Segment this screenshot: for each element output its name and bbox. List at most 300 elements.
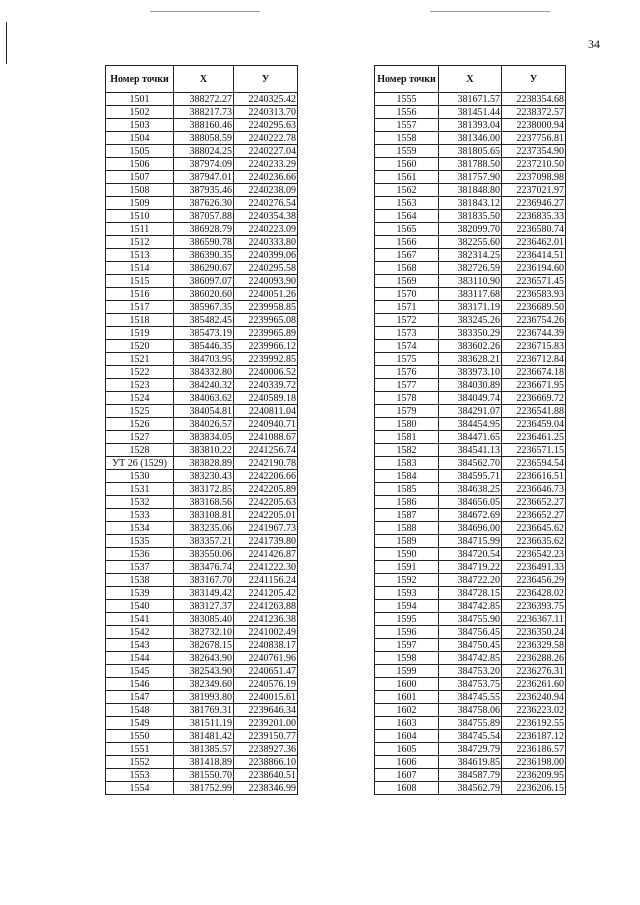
y-coordinate-cell: 2240093.90 bbox=[234, 275, 298, 288]
point-number-cell: 1590 bbox=[375, 548, 439, 561]
y-coordinate-cell: 2238927.36 bbox=[234, 743, 298, 756]
x-coordinate-cell: 387935.46 bbox=[174, 184, 234, 197]
point-number-cell: 1541 bbox=[106, 613, 174, 626]
x-coordinate-cell: 384745.54 bbox=[439, 730, 502, 743]
y-coordinate-cell: 2236541.88 bbox=[502, 405, 566, 418]
y-coordinate-cell: 2236350.24 bbox=[502, 626, 566, 639]
x-coordinate-cell: 384755.90 bbox=[439, 613, 502, 626]
point-number-cell: 1604 bbox=[375, 730, 439, 743]
y-coordinate-cell: 2239992.85 bbox=[234, 353, 298, 366]
x-coordinate-cell: 384240.32 bbox=[174, 379, 234, 392]
table-row bbox=[375, 652, 566, 665]
y-coordinate-cell: 2239646.34 bbox=[234, 704, 298, 717]
table-row bbox=[106, 210, 298, 223]
x-coordinate-cell: 382099.70 bbox=[439, 223, 502, 236]
point-number-cell: 1536 bbox=[106, 548, 174, 561]
x-coordinate-cell: 381752.99 bbox=[174, 782, 234, 795]
table-row bbox=[106, 405, 298, 418]
table-row bbox=[375, 405, 566, 418]
x-coordinate-cell: 388024.25 bbox=[174, 145, 234, 158]
table-row bbox=[106, 301, 298, 314]
y-coordinate-cell: 2236194.60 bbox=[502, 262, 566, 275]
table-row bbox=[106, 496, 298, 509]
x-coordinate-cell: 381671.57 bbox=[439, 93, 502, 106]
point-number-cell: 1514 bbox=[106, 262, 174, 275]
x-coordinate-cell: 382678.15 bbox=[174, 639, 234, 652]
table-header-row bbox=[375, 66, 566, 93]
x-coordinate-cell: 384054.81 bbox=[174, 405, 234, 418]
table-row bbox=[106, 418, 298, 431]
x-coordinate-cell: 384562.79 bbox=[439, 782, 502, 795]
y-coordinate-cell: 2236206.15 bbox=[502, 782, 566, 795]
point-number-cell: 1547 bbox=[106, 691, 174, 704]
x-coordinate-cell: 383149.42 bbox=[174, 587, 234, 600]
x-coordinate-cell: 383628.21 bbox=[439, 353, 502, 366]
point-number-cell: 1580 bbox=[375, 418, 439, 431]
table-row bbox=[375, 262, 566, 275]
y-coordinate-cell: 2237098.98 bbox=[502, 171, 566, 184]
y-coordinate-cell: 2236715.83 bbox=[502, 340, 566, 353]
x-coordinate-cell: 384332.80 bbox=[174, 366, 234, 379]
x-coordinate-cell: 381805.65 bbox=[439, 145, 502, 158]
table-row bbox=[375, 509, 566, 522]
table-row bbox=[375, 743, 566, 756]
x-coordinate-cell: 384758.06 bbox=[439, 704, 502, 717]
y-coordinate-cell: 2241256.74 bbox=[234, 444, 298, 457]
y-coordinate-cell: 2236646.73 bbox=[502, 483, 566, 496]
y-coordinate-cell: 2237756.81 bbox=[502, 132, 566, 145]
y-coordinate-cell: 2240399.06 bbox=[234, 249, 298, 262]
point-number-cell: 1519 bbox=[106, 327, 174, 340]
x-coordinate-cell: 384750.45 bbox=[439, 639, 502, 652]
table-row bbox=[106, 600, 298, 613]
table-row bbox=[375, 457, 566, 470]
point-number-cell: 1553 bbox=[106, 769, 174, 782]
point-number-cell: 1567 bbox=[375, 249, 439, 262]
y-coordinate-cell: 2236583.93 bbox=[502, 288, 566, 301]
table-row bbox=[106, 483, 298, 496]
point-number-cell: 1539 bbox=[106, 587, 174, 600]
point-number-cell: 1587 bbox=[375, 509, 439, 522]
y-coordinate-cell: 2236744.39 bbox=[502, 327, 566, 340]
table-row bbox=[375, 613, 566, 626]
table-row bbox=[106, 730, 298, 743]
point-number-cell: 1561 bbox=[375, 171, 439, 184]
table-row bbox=[106, 457, 298, 470]
point-number-cell: 1558 bbox=[375, 132, 439, 145]
y-coordinate-cell: 2236329.58 bbox=[502, 639, 566, 652]
point-number-cell: 1526 bbox=[106, 418, 174, 431]
y-coordinate-cell: 2240222.78 bbox=[234, 132, 298, 145]
point-number-cell: 1552 bbox=[106, 756, 174, 769]
table-row bbox=[106, 626, 298, 639]
y-coordinate-cell: 2236571.15 bbox=[502, 444, 566, 457]
x-coordinate-cell: 384541.13 bbox=[439, 444, 502, 457]
table-row bbox=[106, 782, 298, 795]
x-coordinate-cell: 381418.89 bbox=[174, 756, 234, 769]
table-row bbox=[375, 353, 566, 366]
y-coordinate-cell: 2240233.29 bbox=[234, 158, 298, 171]
table-row bbox=[375, 730, 566, 743]
table-row bbox=[375, 132, 566, 145]
y-coordinate-cell: 2236669.72 bbox=[502, 392, 566, 405]
x-coordinate-cell: 384729.79 bbox=[439, 743, 502, 756]
y-coordinate-cell: 2236276.31 bbox=[502, 665, 566, 678]
point-number-cell: 1506 bbox=[106, 158, 174, 171]
y-coordinate-cell: 2240811.04 bbox=[234, 405, 298, 418]
y-coordinate-cell: 2239150.77 bbox=[234, 730, 298, 743]
x-coordinate-cell: 383357.21 bbox=[174, 535, 234, 548]
x-coordinate-cell: 384742.85 bbox=[439, 652, 502, 665]
y-coordinate-cell: 2236459.04 bbox=[502, 418, 566, 431]
point-number-cell: 1598 bbox=[375, 652, 439, 665]
y-coordinate-cell: 2239201.00 bbox=[234, 717, 298, 730]
y-coordinate-cell: 2236209.95 bbox=[502, 769, 566, 782]
x-coordinate-cell: 384753.75 bbox=[439, 678, 502, 691]
x-coordinate-cell: 383973.10 bbox=[439, 366, 502, 379]
y-coordinate-cell: 2240838.17 bbox=[234, 639, 298, 652]
point-number-cell: 1530 bbox=[106, 470, 174, 483]
table-row bbox=[106, 678, 298, 691]
point-number-cell: 1554 bbox=[106, 782, 174, 795]
y-coordinate-cell: 2240238.09 bbox=[234, 184, 298, 197]
table-row bbox=[375, 106, 566, 119]
table-row bbox=[106, 249, 298, 262]
y-coordinate-cell: 2242206.66 bbox=[234, 470, 298, 483]
x-coordinate-cell: 383108.81 bbox=[174, 509, 234, 522]
y-coordinate-cell: 2236645.62 bbox=[502, 522, 566, 535]
table-row bbox=[375, 626, 566, 639]
y-coordinate-cell: 2240295.58 bbox=[234, 262, 298, 275]
point-number-cell: 1595 bbox=[375, 613, 439, 626]
point-number-cell: 1507 bbox=[106, 171, 174, 184]
x-coordinate-cell: 381511.19 bbox=[174, 717, 234, 730]
point-number-cell: 1571 bbox=[375, 301, 439, 314]
point-number-cell: 1533 bbox=[106, 509, 174, 522]
table-row bbox=[106, 717, 298, 730]
table-row bbox=[106, 392, 298, 405]
table-row bbox=[106, 379, 298, 392]
y-coordinate-cell: 2240313.70 bbox=[234, 106, 298, 119]
scan-margin-line bbox=[6, 22, 7, 64]
y-coordinate-cell: 2236456.29 bbox=[502, 574, 566, 587]
y-coordinate-cell: 2238866.10 bbox=[234, 756, 298, 769]
table-row bbox=[375, 340, 566, 353]
x-coordinate-cell: 384745.55 bbox=[439, 691, 502, 704]
y-coordinate-cell: 2236580.74 bbox=[502, 223, 566, 236]
table-row bbox=[375, 574, 566, 587]
table-row bbox=[106, 704, 298, 717]
table-row bbox=[106, 652, 298, 665]
y-coordinate-cell: 2238354.68 bbox=[502, 93, 566, 106]
y-coordinate-cell: 2240589.18 bbox=[234, 392, 298, 405]
y-coordinate-cell: 2242205.89 bbox=[234, 483, 298, 496]
table-row bbox=[375, 366, 566, 379]
point-number-cell: 1532 bbox=[106, 496, 174, 509]
point-number-cell: 1504 bbox=[106, 132, 174, 145]
x-coordinate-cell: 384063.62 bbox=[174, 392, 234, 405]
point-number-cell: 1546 bbox=[106, 678, 174, 691]
y-coordinate-cell: 2236367.11 bbox=[502, 613, 566, 626]
point-number-cell: 1513 bbox=[106, 249, 174, 262]
x-coordinate-cell: 381835.50 bbox=[439, 210, 502, 223]
x-coordinate-cell: 383476.74 bbox=[174, 561, 234, 574]
y-coordinate-cell: 2240333.80 bbox=[234, 236, 298, 249]
table-row bbox=[106, 561, 298, 574]
x-coordinate-cell: 381481.42 bbox=[174, 730, 234, 743]
point-number-cell: 1549 bbox=[106, 717, 174, 730]
table-row bbox=[106, 106, 298, 119]
table-row bbox=[375, 535, 566, 548]
x-coordinate-cell: 386928.79 bbox=[174, 223, 234, 236]
y-coordinate-cell: 2236186.57 bbox=[502, 743, 566, 756]
y-coordinate-cell: 2240940.71 bbox=[234, 418, 298, 431]
y-coordinate-cell: 2240339.72 bbox=[234, 379, 298, 392]
x-coordinate-cell: 383235.06 bbox=[174, 522, 234, 535]
table-body-left bbox=[106, 93, 298, 795]
point-number-cell: 1542 bbox=[106, 626, 174, 639]
table-row bbox=[106, 353, 298, 366]
point-number-cell: 1524 bbox=[106, 392, 174, 405]
y-coordinate-cell: 2236261.60 bbox=[502, 678, 566, 691]
header-y: У bbox=[502, 66, 566, 93]
point-number-cell: 1606 bbox=[375, 756, 439, 769]
x-coordinate-cell: 383602.26 bbox=[439, 340, 502, 353]
table-row bbox=[375, 522, 566, 535]
x-coordinate-cell: 383127.37 bbox=[174, 600, 234, 613]
x-coordinate-cell: 386097.07 bbox=[174, 275, 234, 288]
y-coordinate-cell: 2240276.54 bbox=[234, 197, 298, 210]
x-coordinate-cell: 383245.26 bbox=[439, 314, 502, 327]
table-row bbox=[375, 665, 566, 678]
header-point-number: Номер точки bbox=[106, 66, 174, 93]
table-row bbox=[106, 613, 298, 626]
x-coordinate-cell: 384728.15 bbox=[439, 587, 502, 600]
table-row bbox=[106, 522, 298, 535]
table-row bbox=[375, 392, 566, 405]
table-row bbox=[106, 145, 298, 158]
table-row bbox=[106, 158, 298, 171]
y-coordinate-cell: 2242205.01 bbox=[234, 509, 298, 522]
y-coordinate-cell: 2236635.62 bbox=[502, 535, 566, 548]
point-number-cell: 1521 bbox=[106, 353, 174, 366]
table-header-row bbox=[106, 66, 298, 93]
y-coordinate-cell: 2236542.23 bbox=[502, 548, 566, 561]
point-number-cell: 1570 bbox=[375, 288, 439, 301]
y-coordinate-cell: 2236187.12 bbox=[502, 730, 566, 743]
x-coordinate-cell: 384030.89 bbox=[439, 379, 502, 392]
point-number-cell: 1585 bbox=[375, 483, 439, 496]
point-number-cell: 1588 bbox=[375, 522, 439, 535]
y-coordinate-cell: 2236754.26 bbox=[502, 314, 566, 327]
x-coordinate-cell: 388160.46 bbox=[174, 119, 234, 132]
table-row bbox=[106, 756, 298, 769]
point-number-cell: 1599 bbox=[375, 665, 439, 678]
y-coordinate-cell: 2242190.78 bbox=[234, 457, 298, 470]
y-coordinate-cell: 2241088.67 bbox=[234, 431, 298, 444]
x-coordinate-cell: 381843.12 bbox=[439, 197, 502, 210]
point-number-cell: 1560 bbox=[375, 158, 439, 171]
table-row bbox=[106, 340, 298, 353]
table-row bbox=[106, 431, 298, 444]
x-coordinate-cell: 384696.00 bbox=[439, 522, 502, 535]
table-row bbox=[375, 288, 566, 301]
x-coordinate-cell: 384753.20 bbox=[439, 665, 502, 678]
x-coordinate-cell: 381757.90 bbox=[439, 171, 502, 184]
x-coordinate-cell: 383810.22 bbox=[174, 444, 234, 457]
table-row bbox=[375, 639, 566, 652]
y-coordinate-cell: 2236652.27 bbox=[502, 496, 566, 509]
x-coordinate-cell: 387947.01 bbox=[174, 171, 234, 184]
x-coordinate-cell: 384672.69 bbox=[439, 509, 502, 522]
table-row bbox=[106, 470, 298, 483]
table-row bbox=[106, 769, 298, 782]
point-number-cell: 1534 bbox=[106, 522, 174, 535]
table-row bbox=[375, 496, 566, 509]
x-coordinate-cell: 384291.07 bbox=[439, 405, 502, 418]
y-coordinate-cell: 2236616.51 bbox=[502, 470, 566, 483]
x-coordinate-cell: 384742.85 bbox=[439, 600, 502, 613]
y-coordinate-cell: 2236571.45 bbox=[502, 275, 566, 288]
point-number-cell: 1518 bbox=[106, 314, 174, 327]
point-number-cell: 1545 bbox=[106, 665, 174, 678]
point-number-cell: 1517 bbox=[106, 301, 174, 314]
x-coordinate-cell: 383834.05 bbox=[174, 431, 234, 444]
scan-edge-line bbox=[430, 11, 550, 12]
table-row bbox=[375, 314, 566, 327]
point-number-cell: 1537 bbox=[106, 561, 174, 574]
y-coordinate-cell: 2240227.04 bbox=[234, 145, 298, 158]
table-row bbox=[106, 327, 298, 340]
x-coordinate-cell: 383168.56 bbox=[174, 496, 234, 509]
y-coordinate-cell: 2237021.97 bbox=[502, 184, 566, 197]
table-row bbox=[375, 327, 566, 340]
y-coordinate-cell: 2240223.09 bbox=[234, 223, 298, 236]
x-coordinate-cell: 384703.95 bbox=[174, 353, 234, 366]
table-row bbox=[106, 535, 298, 548]
x-coordinate-cell: 386390.35 bbox=[174, 249, 234, 262]
y-coordinate-cell: 2241739.80 bbox=[234, 535, 298, 548]
point-number-cell: 1581 bbox=[375, 431, 439, 444]
point-number-cell: 1508 bbox=[106, 184, 174, 197]
y-coordinate-cell: 2236674.18 bbox=[502, 366, 566, 379]
point-number-cell: 1523 bbox=[106, 379, 174, 392]
x-coordinate-cell: 381848.80 bbox=[439, 184, 502, 197]
x-coordinate-cell: 384471.65 bbox=[439, 431, 502, 444]
point-number-cell: 1540 bbox=[106, 600, 174, 613]
point-number-cell: 1557 bbox=[375, 119, 439, 132]
point-number-cell: 1586 bbox=[375, 496, 439, 509]
y-coordinate-cell: 2238346.99 bbox=[234, 782, 298, 795]
table-row bbox=[106, 366, 298, 379]
point-number-cell: 1512 bbox=[106, 236, 174, 249]
x-coordinate-cell: 384638.25 bbox=[439, 483, 502, 496]
y-coordinate-cell: 2236428.02 bbox=[502, 587, 566, 600]
x-coordinate-cell: 381550.70 bbox=[174, 769, 234, 782]
coordinates-table-left bbox=[105, 65, 298, 795]
point-number-cell: 1550 bbox=[106, 730, 174, 743]
table-row bbox=[106, 93, 298, 106]
y-coordinate-cell: 2239958.85 bbox=[234, 301, 298, 314]
point-number-cell: 1578 bbox=[375, 392, 439, 405]
x-coordinate-cell: 387626.30 bbox=[174, 197, 234, 210]
x-coordinate-cell: 383550.06 bbox=[174, 548, 234, 561]
point-number-cell: 1573 bbox=[375, 327, 439, 340]
table-row bbox=[375, 691, 566, 704]
table-row bbox=[106, 223, 298, 236]
point-number-cell: 1520 bbox=[106, 340, 174, 353]
table-row bbox=[106, 509, 298, 522]
y-coordinate-cell: 2241205.42 bbox=[234, 587, 298, 600]
x-coordinate-cell: 385473.19 bbox=[174, 327, 234, 340]
x-coordinate-cell: 382643.90 bbox=[174, 652, 234, 665]
x-coordinate-cell: 384049.74 bbox=[439, 392, 502, 405]
y-coordinate-cell: 2239965.89 bbox=[234, 327, 298, 340]
x-coordinate-cell: 382255.60 bbox=[439, 236, 502, 249]
point-number-cell: 1510 bbox=[106, 210, 174, 223]
y-coordinate-cell: 2240051.26 bbox=[234, 288, 298, 301]
table-row bbox=[375, 704, 566, 717]
table-row bbox=[375, 717, 566, 730]
point-number-cell: 1555 bbox=[375, 93, 439, 106]
y-coordinate-cell: 2241967.73 bbox=[234, 522, 298, 535]
x-coordinate-cell: 383172.85 bbox=[174, 483, 234, 496]
point-number-cell: 1563 bbox=[375, 197, 439, 210]
point-number-cell: 1603 bbox=[375, 717, 439, 730]
x-coordinate-cell: 383828.89 bbox=[174, 457, 234, 470]
y-coordinate-cell: 2238372.57 bbox=[502, 106, 566, 119]
point-number-cell: 1515 bbox=[106, 275, 174, 288]
y-coordinate-cell: 2241236.38 bbox=[234, 613, 298, 626]
point-number-cell: 1579 bbox=[375, 405, 439, 418]
point-number-cell: 1501 bbox=[106, 93, 174, 106]
point-number-cell: 1584 bbox=[375, 470, 439, 483]
page-number: 34 bbox=[588, 37, 600, 51]
table-row bbox=[375, 769, 566, 782]
y-coordinate-cell: 2236671.95 bbox=[502, 379, 566, 392]
x-coordinate-cell: 388217.73 bbox=[174, 106, 234, 119]
point-number-cell: 1574 bbox=[375, 340, 439, 353]
y-coordinate-cell: 2236288.26 bbox=[502, 652, 566, 665]
point-number-cell: 1505 bbox=[106, 145, 174, 158]
table-row bbox=[106, 236, 298, 249]
table-row bbox=[106, 743, 298, 756]
table-row bbox=[375, 756, 566, 769]
x-coordinate-cell: 383230.43 bbox=[174, 470, 234, 483]
table-body-right bbox=[375, 93, 566, 795]
point-number-cell: 1562 bbox=[375, 184, 439, 197]
table-row bbox=[375, 444, 566, 457]
header-x: Х bbox=[174, 66, 234, 93]
point-number-cell: 1535 bbox=[106, 535, 174, 548]
y-coordinate-cell: 2236192.55 bbox=[502, 717, 566, 730]
y-coordinate-cell: 2236462.01 bbox=[502, 236, 566, 249]
table-row bbox=[375, 275, 566, 288]
x-coordinate-cell: 382732.10 bbox=[174, 626, 234, 639]
point-number-cell: 1551 bbox=[106, 743, 174, 756]
x-coordinate-cell: 383167.70 bbox=[174, 574, 234, 587]
x-coordinate-cell: 381769.31 bbox=[174, 704, 234, 717]
table-row bbox=[106, 197, 298, 210]
point-number-cell: 1503 bbox=[106, 119, 174, 132]
point-number-cell: УТ 26 (1529) bbox=[106, 457, 174, 470]
table-row bbox=[375, 184, 566, 197]
y-coordinate-cell: 2237210.50 bbox=[502, 158, 566, 171]
y-coordinate-cell: 2240576.19 bbox=[234, 678, 298, 691]
table-row bbox=[375, 561, 566, 574]
table-row bbox=[106, 574, 298, 587]
table-row bbox=[106, 184, 298, 197]
